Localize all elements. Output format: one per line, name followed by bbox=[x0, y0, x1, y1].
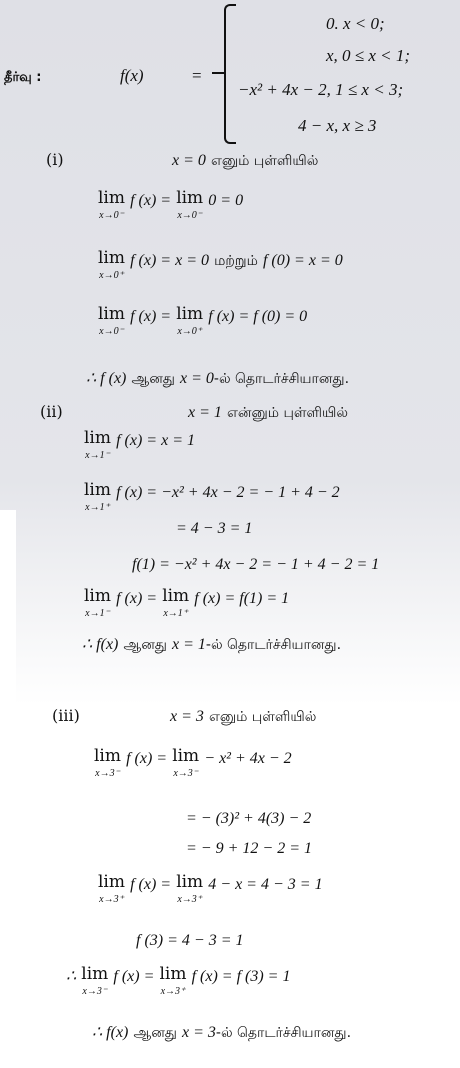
expression: f (0) = x = 0 bbox=[262, 252, 343, 269]
part-ii-line-3: = 4 − 3 = 1 bbox=[176, 520, 253, 537]
limit-operator: lim x→3⁺ bbox=[159, 964, 187, 997]
part-ii-conclusion: ∴ f(x) ஆனது x = 1-ல் தொடர்ச்சியானது. bbox=[82, 636, 342, 653]
part-iii-conclusion: ∴ f(x) ஆனது x = 3-ல் தொடர்ச்சியானது. bbox=[92, 1024, 352, 1041]
limit-operator: lim x→3⁻ bbox=[172, 746, 200, 779]
limit-operator: lim x→0⁺ bbox=[98, 248, 125, 281]
piecewise-brace-tip bbox=[212, 72, 224, 74]
limit-operator: lim x→3⁺ bbox=[176, 872, 204, 905]
part-iii-line-5: f (3) = 4 − 3 = 1 bbox=[136, 932, 244, 949]
tamil-conjunction: மற்றும் bbox=[214, 253, 258, 269]
limit-operator: lim x→3⁻ bbox=[81, 964, 109, 997]
limit-operator: lim x→3⁻ bbox=[94, 746, 121, 779]
expression: f (x) = bbox=[130, 308, 172, 325]
part-i-label: (i) bbox=[46, 150, 64, 169]
limit-operator: lim x→0⁺ bbox=[176, 304, 204, 337]
limit-operator: lim x→0⁻ bbox=[98, 304, 125, 337]
part-iii-label: (iii) bbox=[52, 706, 80, 725]
expression: f (x) = f (0) = 0 bbox=[208, 308, 308, 325]
part-i-heading bbox=[172, 150, 318, 171]
limit-operator: lim x→3⁺ bbox=[98, 872, 125, 905]
limit-operator: lim x→1⁻ bbox=[84, 586, 111, 619]
part-iii-line-6: ∴ lim x→3⁻ f (x) = lim x→3⁺ f (x) = f (3) = 1 bbox=[66, 964, 291, 997]
part-iii-line-1: lim x→3⁻ f (x) = lim x→3⁻ − x² + 4x − 2 bbox=[94, 746, 292, 779]
part-i-line-3 bbox=[98, 306, 307, 337]
part-ii-line-2: lim x→1⁺ f (x) = −x² + 4x − 2 = − 1 + 4 − 2 bbox=[84, 480, 340, 513]
part-ii-label: (ii) bbox=[40, 402, 63, 421]
part-iii-line-2: = − (3)² + 4(3) − 2 bbox=[186, 810, 312, 827]
expression: f (x) = x = 0 bbox=[130, 252, 209, 269]
part-iii-line-4: lim x→3⁺ f (x) = lim x→3⁺ 4 − x = 4 − 3 = 1 bbox=[98, 872, 323, 905]
solution-label: தீர்வு : bbox=[4, 70, 42, 85]
part-i-heading-text: எனும் புள்ளியில் bbox=[211, 153, 319, 169]
part-ii-line-5: lim x→1⁻ f (x) = lim x→1⁺ f (x) = f(1) = 1 bbox=[84, 586, 290, 619]
part-i-conclusion: ∴ f (x) ஆனது x = 0-ல் தொடர்ச்சியானது. bbox=[86, 370, 350, 387]
part-iii-heading: x = 3 எனும் புள்ளியில் bbox=[170, 708, 317, 725]
part-ii-line-1: lim x→1⁻ f (x) = x = 1 bbox=[84, 428, 195, 461]
scan-margin bbox=[0, 510, 16, 710]
case-2: x, 0 ≤ x < 1; bbox=[326, 46, 411, 65]
limit-operator: lim x→1⁻ bbox=[84, 428, 111, 461]
case-4: 4 − x, x ≥ 3 bbox=[298, 116, 377, 135]
part-i-heading-math: x = 0 bbox=[172, 152, 206, 169]
case-1: 0. x < 0; bbox=[326, 14, 385, 33]
function-name: f(x) bbox=[120, 66, 144, 85]
limit-operator: lim x→1⁺ bbox=[84, 480, 111, 513]
expression: 0 = 0 bbox=[208, 192, 244, 209]
part-iii-line-3: = − 9 + 12 − 2 = 1 bbox=[186, 840, 312, 857]
limit-operator: lim x→0⁻ bbox=[176, 188, 204, 221]
expression: f (x) = bbox=[130, 192, 172, 209]
limit-operator: lim x→1⁺ bbox=[162, 586, 190, 619]
part-i-line-2 bbox=[98, 250, 343, 281]
part-i-line-1 bbox=[98, 190, 243, 221]
function-equals: = bbox=[192, 66, 202, 85]
limit-operator: lim x→0⁻ bbox=[98, 188, 125, 221]
part-ii-line-4: f(1) = −x² + 4x − 2 = − 1 + 4 − 2 = 1 bbox=[132, 556, 380, 573]
case-3: −x² + 4x − 2, 1 ≤ x < 3; bbox=[238, 80, 404, 99]
piecewise-brace bbox=[224, 4, 236, 144]
part-ii-heading: x = 1 என்னும் புள்ளியில் bbox=[188, 404, 348, 421]
